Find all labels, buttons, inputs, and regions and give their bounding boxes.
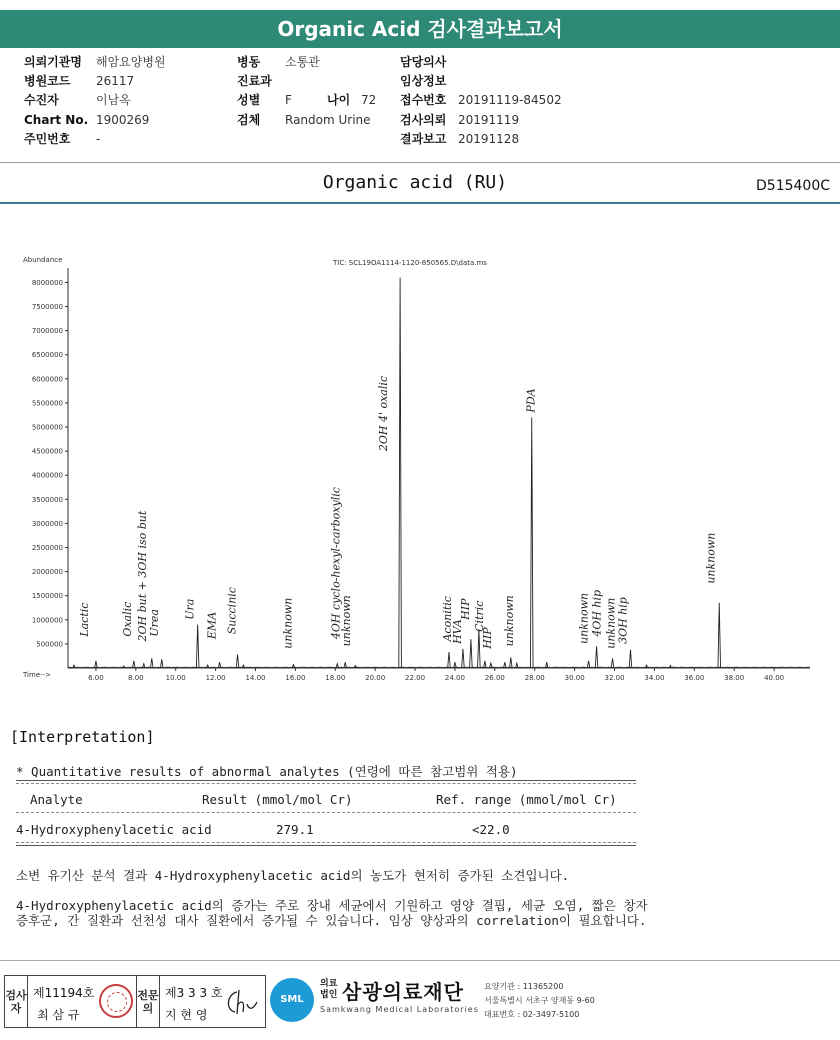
info-value: F	[285, 93, 292, 108]
x-tick-label: 38.00	[724, 674, 745, 682]
org-english-name: Samkwang Medical Laboratories	[320, 1005, 479, 1014]
peak-annotation: unknown	[704, 532, 718, 584]
peak-annotation: HIP	[458, 598, 472, 620]
peak-annotation: Ura	[183, 598, 197, 620]
y-tick-label: 1000000	[31, 616, 63, 625]
info-label: 병원코드	[24, 74, 71, 89]
y-tick-label: 5500000	[31, 399, 63, 408]
peak-annotation: 4OH cyclo-hexyl-carboxylic	[329, 487, 343, 640]
info-label: 병동	[237, 55, 261, 69]
y-tick-label: 7000000	[31, 327, 63, 336]
info-value: 1900269	[96, 112, 150, 127]
info-row-department	[237, 72, 376, 91]
specialist-label: 전문의	[136, 976, 160, 1027]
table-header-range: Ref. range (mmol/mol Cr)	[436, 792, 617, 807]
x-tick-label: 28.00	[524, 674, 545, 682]
table-rule	[16, 783, 636, 784]
y-tick-label: 3000000	[31, 519, 63, 528]
info-value: 소통관	[285, 55, 320, 69]
info-value: 20191119	[458, 112, 520, 127]
info-label: 수진자	[24, 93, 59, 108]
info-label: 결과보고	[400, 131, 447, 146]
org-address: 서울특별시 서초구 양재동 9-60	[484, 996, 595, 1005]
age-label: 나이	[327, 93, 351, 108]
table-cell-analyte: 4-Hydroxyphenylacetic acid	[16, 822, 212, 837]
info-row-sex-age	[237, 91, 376, 110]
peak-annotation: EMA	[205, 611, 219, 640]
specialist-license: 제3 3 3 호	[165, 986, 223, 1000]
inspector-name: 최 삼 규	[37, 1008, 80, 1022]
y-tick-label: 2000000	[31, 568, 63, 577]
section-divider	[0, 202, 840, 204]
peak-annotation: 4OH hip	[590, 589, 604, 637]
table-rule	[16, 812, 636, 813]
y-tick-label: 7500000	[31, 303, 63, 312]
info-label: Chart No.	[24, 112, 89, 127]
y-tick-label: 500000	[36, 640, 63, 649]
peak-annotation: unknown	[502, 595, 516, 647]
info-row-specimen	[237, 111, 376, 130]
table-rule	[16, 842, 636, 843]
info-label: 검사의뢰	[400, 112, 447, 127]
x-tick-label: 8.00	[128, 674, 144, 682]
info-value: 20191128	[458, 131, 520, 146]
interpretation-note: * Quantitative results of abnormal analytes (연령에 따른 참고범위 적용)	[16, 764, 518, 779]
info-label: 성별	[237, 93, 261, 108]
info-value: 해암요양병원	[96, 55, 166, 69]
peak-annotation: Citric	[472, 600, 486, 632]
x-tick-label: 22.00	[405, 674, 426, 682]
chromatogram-peak	[510, 657, 513, 668]
y-tick-label: 2500000	[31, 544, 63, 553]
peak-annotation: 2OH 4' oxalic	[377, 375, 391, 452]
org-prefix	[320, 979, 337, 1001]
x-tick-label: 12.00	[205, 674, 226, 682]
org-name: 삼광의료재단	[342, 980, 464, 1004]
signature-box	[4, 975, 266, 1028]
test-title: Organic acid (RU)	[322, 172, 508, 193]
org-code: 요양기관 : 11365200	[484, 982, 564, 991]
signature-icon	[223, 986, 259, 1018]
inspector-label: 검사자	[5, 976, 28, 1027]
info-row-ward	[237, 53, 376, 72]
interpretation-comment: 4-Hydroxyphenylacetic acid의 증가는 주로 장내 세균에서 기원하고 영양 결핍, 세균 오염, 짧은 창자	[16, 898, 648, 913]
peak-annotation: HIP	[480, 627, 494, 649]
info-value: 26117	[96, 74, 135, 89]
info-row-hospital-code	[24, 72, 166, 91]
interpretation-comment: 소변 유기산 분석 결과 4-Hydroxyphenylacetic acid의 농도가 현저히 증가된 소견입니다.	[16, 868, 570, 883]
info-row-report-date	[400, 130, 562, 149]
info-label: 주민번호	[24, 131, 71, 146]
peak-annotation: Aconitic	[440, 596, 454, 642]
y-tick-label: 4500000	[31, 447, 63, 456]
chromatogram-peak	[470, 639, 473, 668]
info-row-clinical-info	[400, 72, 562, 91]
peak-annotation: unknown	[604, 597, 618, 649]
chromatogram-peak	[718, 603, 721, 668]
info-label: 진료과	[237, 74, 272, 89]
chromatogram-peak	[462, 649, 465, 668]
x-tick-label: 6.00	[88, 674, 104, 682]
info-label: 담당의사	[400, 55, 447, 69]
info-value: 20191119-84502	[458, 93, 562, 108]
table-cell-result: 279.1	[276, 822, 314, 837]
patient-info-column-2	[237, 53, 376, 130]
y-tick-label: 6500000	[31, 351, 63, 360]
y-tick-label: 5000000	[31, 423, 63, 432]
chromatogram	[18, 250, 818, 690]
x-tick-label: 34.00	[644, 674, 665, 682]
info-label: 임상정보	[400, 74, 447, 89]
info-row-request-date	[400, 111, 562, 130]
specialist-name: 지 현 영	[165, 1008, 208, 1022]
y-axis-label: Abundance	[23, 256, 63, 264]
footer-divider	[0, 960, 840, 961]
x-axis-label: Time-->	[23, 671, 52, 679]
peak-annotation: 3OH hip	[616, 597, 630, 644]
chromatogram-peak	[530, 417, 533, 668]
interpretation-title: [Interpretation]	[10, 728, 155, 746]
peak-annotation: unknown	[577, 592, 591, 644]
peak-annotation: PDA	[524, 388, 538, 413]
info-row-chart-no	[24, 111, 166, 130]
org-prefix-line: 의료	[320, 979, 338, 989]
chart-title: TIC: SCL19OA1114-1120-850565.D\data.ms	[333, 259, 487, 267]
sml-logo-icon: SML	[270, 978, 314, 1022]
y-tick-label: 4000000	[31, 471, 63, 480]
info-row-doctor	[400, 53, 562, 72]
org-prefix-line: 법인	[320, 990, 338, 1000]
chromatogram-peak	[236, 655, 239, 668]
info-label: 검체	[237, 112, 261, 127]
chromatogram-peak	[478, 629, 481, 668]
info-label: 접수번호	[400, 93, 447, 108]
info-label: 의뢰기관명	[24, 55, 82, 69]
chromatogram-peak	[448, 652, 451, 668]
org-phone: 대표번호 : 02-3497-5100	[484, 1010, 580, 1019]
table-rule	[16, 845, 636, 846]
inspector-license: 제11194호	[33, 986, 95, 1000]
info-value: 이남옥	[96, 93, 131, 108]
y-tick-label: 8000000	[31, 278, 63, 287]
x-tick-label: 32.00	[604, 674, 625, 682]
interpretation-comment: 증후군, 간 질환과 선천성 대사 질환에서 증가될 수 있습니다. 임상 양상과의 correlation이 필요합니다.	[16, 913, 647, 928]
age-value: 72	[361, 93, 377, 108]
x-tick-label: 36.00	[684, 674, 705, 682]
peak-annotation: Oxalic	[120, 601, 134, 637]
chromatogram-peak	[292, 665, 295, 668]
peak-annotation: unknown	[340, 595, 354, 647]
info-value: -	[96, 131, 101, 146]
chromatogram-peak	[629, 650, 632, 668]
inspector-seal-icon	[99, 984, 133, 1018]
test-code: D515400C	[756, 178, 830, 194]
report-title: Organic Acid 검사결과보고서	[0, 10, 840, 48]
peak-annotation: unknown	[281, 597, 295, 649]
info-row-resident-no	[24, 130, 166, 149]
x-tick-label: 24.00	[444, 674, 465, 682]
chromatogram-peak	[399, 278, 402, 668]
chromatogram-peak	[595, 646, 598, 668]
y-tick-label: 1500000	[31, 592, 63, 601]
table-cell-range: <22.0	[472, 822, 510, 837]
info-row-hospital	[24, 53, 166, 72]
peak-annotation: Succinic	[225, 587, 239, 635]
table-header-analyte: Analyte	[30, 792, 83, 807]
peak-annotation: HVA	[450, 619, 464, 644]
y-tick-label: 3500000	[31, 495, 63, 504]
chromatogram-peak	[587, 661, 590, 668]
x-tick-label: 18.00	[325, 674, 346, 682]
x-tick-label: 16.00	[285, 674, 306, 682]
info-row-patient	[24, 91, 166, 110]
info-value: Random Urine	[285, 112, 371, 127]
chromatogram-peak	[196, 625, 199, 668]
peak-annotation: Urea	[147, 609, 161, 637]
x-tick-label: 40.00	[764, 674, 785, 682]
chromatogram-svg	[18, 250, 818, 690]
patient-info-column-1	[24, 53, 166, 149]
x-tick-label: 10.00	[165, 674, 186, 682]
patient-info-column-3	[400, 53, 562, 149]
peak-annotation: Lactic	[77, 602, 91, 637]
section-divider	[0, 162, 840, 163]
y-tick-label: 6000000	[31, 375, 63, 384]
table-rule	[16, 780, 636, 781]
chromatogram-peak	[611, 658, 614, 668]
x-tick-label: 26.00	[484, 674, 505, 682]
peak-annotation: 2OH but + 3OH iso but	[135, 510, 149, 642]
info-row-receipt-no	[400, 91, 562, 110]
x-tick-label: 14.00	[245, 674, 266, 682]
table-header-result: Result (mmol/mol Cr)	[202, 792, 353, 807]
chromatogram-peak	[160, 659, 163, 668]
x-tick-label: 30.00	[564, 674, 585, 682]
chromatogram-peak	[150, 658, 153, 668]
x-tick-label: 20.00	[365, 674, 386, 682]
